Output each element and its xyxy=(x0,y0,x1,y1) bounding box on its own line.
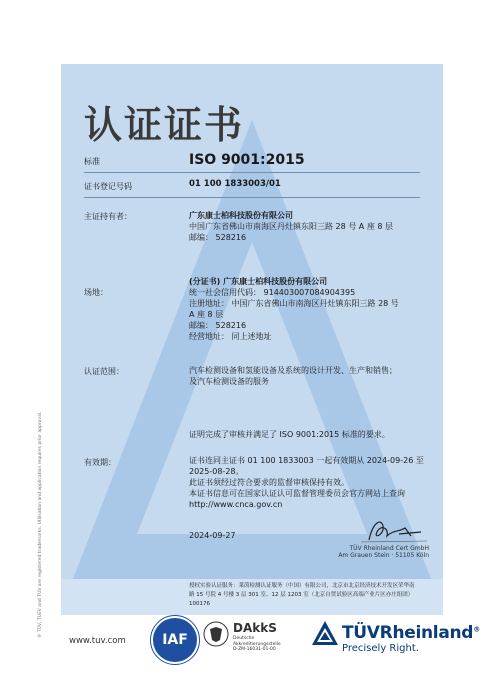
divider xyxy=(84,197,420,198)
validity-block xyxy=(189,455,429,510)
dakks-details: Deutsche Akkreditierungsstelle D-ZM-16031-01-00 xyxy=(233,636,281,652)
footnote-line-1: 授权实验认证服务：莱茵检测认证服务（中国）有限公司，北京市北京经济技术开发区荣华南 xyxy=(189,583,415,589)
site-address-2: A 座 8 层 xyxy=(189,310,224,319)
dakks-name: DAkkS xyxy=(233,621,277,635)
standard-value: ISO 9001:2015 xyxy=(189,152,305,168)
holder-address: 中国广东省佛山市南海区丹灶镇东阳三路 28 号 A 座 8 层 xyxy=(189,222,393,231)
site-business-address: 经营地址： 同上述地址 xyxy=(189,332,272,341)
validity-url[interactable]: http://www.cnca.gov.cn xyxy=(189,500,283,509)
footnote-line-3: 100176 xyxy=(189,601,210,607)
authorization-footnote xyxy=(61,579,443,615)
scope-line-1: 汽车检测设备和氢能设备及系统的设计开发、生产和销售； xyxy=(189,366,397,375)
issue-date: 2024-09-27 xyxy=(189,531,236,540)
divider xyxy=(84,172,420,173)
standard-label: 标准 xyxy=(84,157,100,166)
holder-label: 主证持有者： xyxy=(84,212,132,221)
validity-line-2: 2025-08-28。 xyxy=(189,467,244,476)
page-title: 认证证书 xyxy=(84,102,245,147)
holder-postcode: 邮编： 528216 xyxy=(189,233,247,242)
trademark-side-note: ® TÜV, TUEV and TUV are registered trademarks. Utilisation and application requires prior approval. xyxy=(38,411,43,638)
validity-line-1: 证书连同主证书 01 100 1833003 一起有效期从 2024-09-26 至 xyxy=(189,456,424,465)
site-block xyxy=(189,276,429,342)
reg-no-label: 证书登记号码 xyxy=(84,182,132,191)
tuv-brand-name: TÜVRheinland® xyxy=(342,623,480,643)
tuv-slogan: Precisely Right. xyxy=(342,643,419,654)
validity-line-4: 本证书信息可在国家认证认可监督管理委员会官方网站上查询 xyxy=(189,489,405,498)
certificate-panel xyxy=(61,64,443,615)
signature-org-line-1: TÜV Rheinland Cert GmbH xyxy=(349,545,429,552)
holder-name: 广东康士柏科技股份有限公司 xyxy=(189,211,293,220)
website-link[interactable]: www.tuv.com xyxy=(69,636,126,646)
scope-line-2: 及汽车检测设备的服务 xyxy=(189,377,269,386)
dakks-mark-icon xyxy=(203,621,229,647)
validity-line-3: 此证书须经过符合要求的监督审核保持有效。 xyxy=(189,478,349,487)
site-postcode: 邮编： 528216 xyxy=(189,321,247,330)
conformity-statement: 证明完成了审核并满足了 ISO 9001:2015 标准的要求。 xyxy=(189,430,390,439)
validity-label: 有效期： xyxy=(84,458,116,467)
site-name: (分证书) 广东康士柏科技股份有限公司 xyxy=(189,277,328,286)
iaf-logo-icon: IAF xyxy=(153,618,197,662)
tuv-triangle-icon xyxy=(311,620,339,646)
scope-label: 认证范围： xyxy=(84,367,124,376)
footnote-line-2: 路 15 号院 4 号楼 3 层 301 室、12 层 1203 室（北京自贸试验区高端产业片区亦庄组团） xyxy=(189,592,414,598)
site-address-1: 注册地址： 中国广东省佛山市南海区丹灶镇东阳三路 28 号 xyxy=(189,299,399,308)
signature-org-line-2: Am Grauen Stein · 51105 Köln xyxy=(338,552,429,559)
signature-icon xyxy=(359,514,429,546)
holder-block xyxy=(189,210,429,243)
scope-block xyxy=(189,365,429,387)
site-label: 场地： xyxy=(84,288,108,297)
reg-no-value: 01 100 1833003/01 xyxy=(189,179,281,189)
site-credit-code: 统一社会信用代码： 91440300708490439​5 xyxy=(189,288,356,297)
